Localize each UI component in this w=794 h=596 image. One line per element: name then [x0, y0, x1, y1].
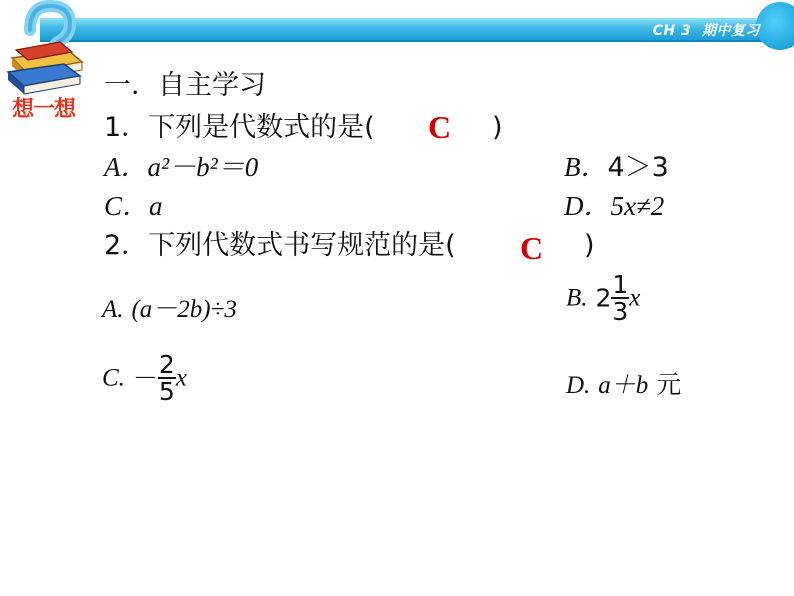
q2-close-paren: ): [584, 230, 595, 261]
q1-close-paren: ): [492, 112, 503, 143]
q1-option-d-label: D．: [564, 191, 611, 221]
q1-option-a: [104, 154, 258, 181]
chapter-number: CH 3: [652, 23, 692, 39]
header-divider: [40, 40, 784, 42]
q1-option-c-text: a: [149, 191, 163, 221]
q1-stem: 1．下列是代数式的是(: [104, 112, 375, 143]
q1-answer: C: [428, 109, 452, 145]
q1-option-b-text: 4＞3: [607, 152, 669, 183]
q2-option-c: [102, 352, 187, 404]
q1-option-c: [104, 193, 163, 220]
think-label: 想一想: [12, 97, 76, 122]
q2-stem: 2．下列代数式书写规范的是(: [104, 230, 456, 261]
q2-option-a: [102, 296, 237, 322]
q2-option-d: [566, 372, 681, 398]
q2-option-c-var: x: [175, 364, 187, 392]
q1-option-a-text: a²－b²＝0: [147, 152, 259, 182]
q2-option-b-var: x: [629, 284, 641, 312]
q2-option-a-text: (a－2b)÷3: [131, 296, 237, 323]
q2-option-d-text: a＋b: [598, 372, 649, 399]
q2-option-a-label: A.: [102, 296, 124, 323]
q2-option-c-numerator: 2: [158, 350, 175, 379]
q2-option-b-denominator: 3: [612, 297, 629, 326]
q2-option-b-fraction: [611, 272, 629, 324]
section-title: 一．自主学习: [104, 70, 266, 101]
header-corner-circle: [756, 2, 794, 50]
q1-option-b: [564, 154, 669, 181]
q2-option-b-label: B.: [566, 284, 588, 312]
q1-option-b-label: B．: [564, 152, 608, 182]
think-logo: [2, 0, 94, 122]
q2-option-d-unit: 元: [656, 370, 682, 399]
q2-answer: C: [520, 230, 544, 266]
q2-option-b: [566, 272, 640, 324]
q2-option-b-numerator: 1: [612, 270, 629, 299]
q2-option-c-denominator: 5: [158, 377, 175, 406]
q2-option-c-sign: －: [132, 363, 158, 393]
q2-option-d-label: D.: [566, 372, 591, 399]
q2-option-c-label: C.: [102, 364, 125, 392]
q1-option-a-label: A．: [104, 152, 148, 182]
q1-option-d-text: 5x≠2: [610, 191, 665, 221]
books-question-icon: [2, 0, 94, 100]
chapter-subtitle: 期中复习: [702, 23, 760, 39]
q2-option-c-fraction: [158, 352, 176, 404]
q1-option-d: [564, 193, 664, 220]
chapter-title: [653, 20, 760, 40]
q2-option-b-whole: 2: [595, 283, 612, 313]
q1-option-c-label: C．: [104, 191, 150, 221]
